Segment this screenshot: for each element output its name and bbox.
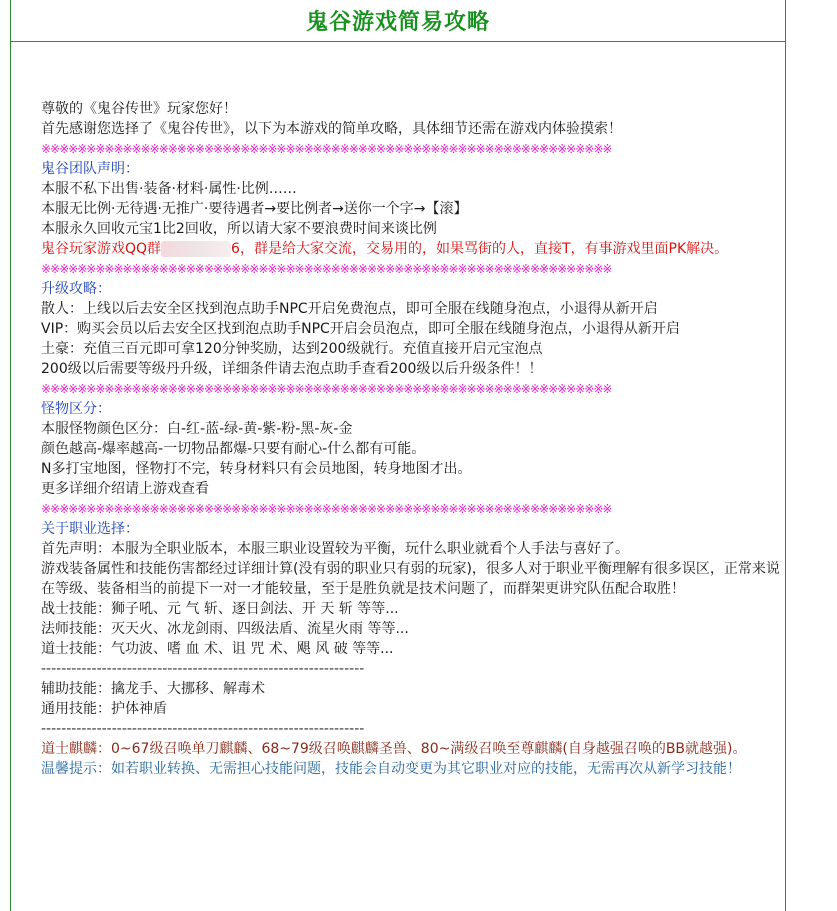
page-title: 鬼谷游戏简易攻略 — [10, 0, 786, 42]
job-taoist: 道士技能：气功波、嗜 血 术、诅 咒 术、飓 风 破 等等... — [41, 641, 394, 657]
greeting: 尊敬的《鬼谷传世》玩家您好！ — [41, 101, 237, 117]
monster-heading: 怪物区分： — [41, 401, 111, 417]
job-tip: 温馨提示：如若职业转换、无需担心技能问题，技能会自动变更为其它职业对应的技能，无需再次从新学习技能！ — [41, 761, 741, 777]
upgrade-rich: 土豪：充值三百元即可拿120分钟奖励，达到200级就行。充值直接开启元宝泡点 — [41, 341, 543, 357]
qq-prefix: 鬼谷玩家游戏QQ群 — [41, 241, 162, 257]
intro: 首先感谢您选择了《鬼谷传世》，以下为本游戏的简单攻略，具体细节还需在游戏内体验摸索！ — [41, 121, 622, 137]
qq-suffix: 6，群是给大家交流，交易用的，如果骂街的人，直接T，有事游戏里面PK解决。 — [231, 241, 729, 257]
monster-drop: 颜色越高-爆率越高-一切物品都爆-只要有耐心-什么都有可能。 — [41, 441, 426, 457]
team-qq-notice — [41, 239, 781, 259]
team-line-2: 本服无比例·无待遇·无推广·要待遇者→要比例者→送你一个字→【滚】 — [41, 201, 468, 217]
team-line-3: 本服永久回收元宝1比2回收，所以请大家不要浪费时间来谈比例 — [41, 221, 437, 237]
separator: ※※※※※※※※※※※※※※※※※※※※※※※※※※※※※※※※※※※※※※※※※※※※※※※※※※※※※※※※※※※※※※※ — [41, 262, 612, 276]
team-line-1: 本服不私下出售·装备·材料·属性·比例…… — [41, 181, 297, 197]
monster-colors: 本服怪物颜色区分：白-红-蓝-绿-黄-紫-粉-黑-灰-金 — [41, 421, 353, 437]
job-common: 通用技能：护体神盾 — [41, 701, 167, 717]
job-assist: 辅助技能：擒龙手、大挪移、解毒术 — [41, 681, 265, 697]
job-heading: 关于职业选择： — [41, 521, 139, 537]
job-warrior: 战士技能：狮子吼、元 气 斩、逐日剑法、开 天 斩 等等... — [41, 601, 399, 617]
redacted-qq-number — [161, 241, 231, 257]
dashed-divider: ---------------------------------------------------------------- — [41, 661, 365, 677]
guide-content — [41, 99, 781, 779]
dashed-divider: ---------------------------------------------------------------- — [41, 721, 365, 737]
upgrade-vip: VIP：购买会员以后去安全区找到泡点助手NPC开启会员泡点，即可全服在线随身泡点，小退得从新开启 — [41, 321, 680, 337]
separator: ※※※※※※※※※※※※※※※※※※※※※※※※※※※※※※※※※※※※※※※※※※※※※※※※※※※※※※※※※※※※※※※ — [41, 382, 612, 396]
upgrade-after-200: 200级以后需要等级丹升级，详细条件请去泡点助手查看200级以后升级条件！！ — [41, 361, 543, 377]
upgrade-casual: 散人：上线以后去安全区找到泡点助手NPC开启免费泡点，即可全服在线随身泡点，小退得从新开启 — [41, 301, 658, 317]
monster-more: 更多详细介绍请上游戏查看 — [41, 481, 209, 497]
team-heading: 鬼谷团队声明： — [41, 161, 139, 177]
job-statement: 首先声明：本服为全职业版本，本服三职业设置较为平衡，玩什么职业就看个人手法与喜好了。 — [41, 541, 629, 557]
separator: ※※※※※※※※※※※※※※※※※※※※※※※※※※※※※※※※※※※※※※※※※※※※※※※※※※※※※※※※※※※※※※※ — [41, 502, 612, 516]
upgrade-heading: 升级攻略： — [41, 281, 111, 297]
job-balance: 游戏装备属性和技能伤害都经过详细计算(没有弱的职业只有弱的玩家)，很多人对于职业平衡理解有很多误区，正常来说在等级、装备相当的前提下一对一才能较量，至于是胜负就是技术问题了，而群架更讲究队伍配合取胜！ — [41, 561, 780, 597]
separator: ※※※※※※※※※※※※※※※※※※※※※※※※※※※※※※※※※※※※※※※※※※※※※※※※※※※※※※※※※※※※※※※ — [41, 142, 612, 156]
job-mage: 法师技能：灭天火、冰龙剑雨、四级法盾、流星火雨 等等... — [41, 621, 409, 637]
monster-maps: N多打宝地图，怪物打不完，转身材料只有会员地图，转身地图才出。 — [41, 461, 472, 477]
job-qilin: 道士麒麟：0~67级召唤单刀麒麟、68~79级召唤麒麟圣兽、80~满级召唤至尊麒麟(自身越强召唤的BB就越强)。 — [41, 741, 747, 757]
